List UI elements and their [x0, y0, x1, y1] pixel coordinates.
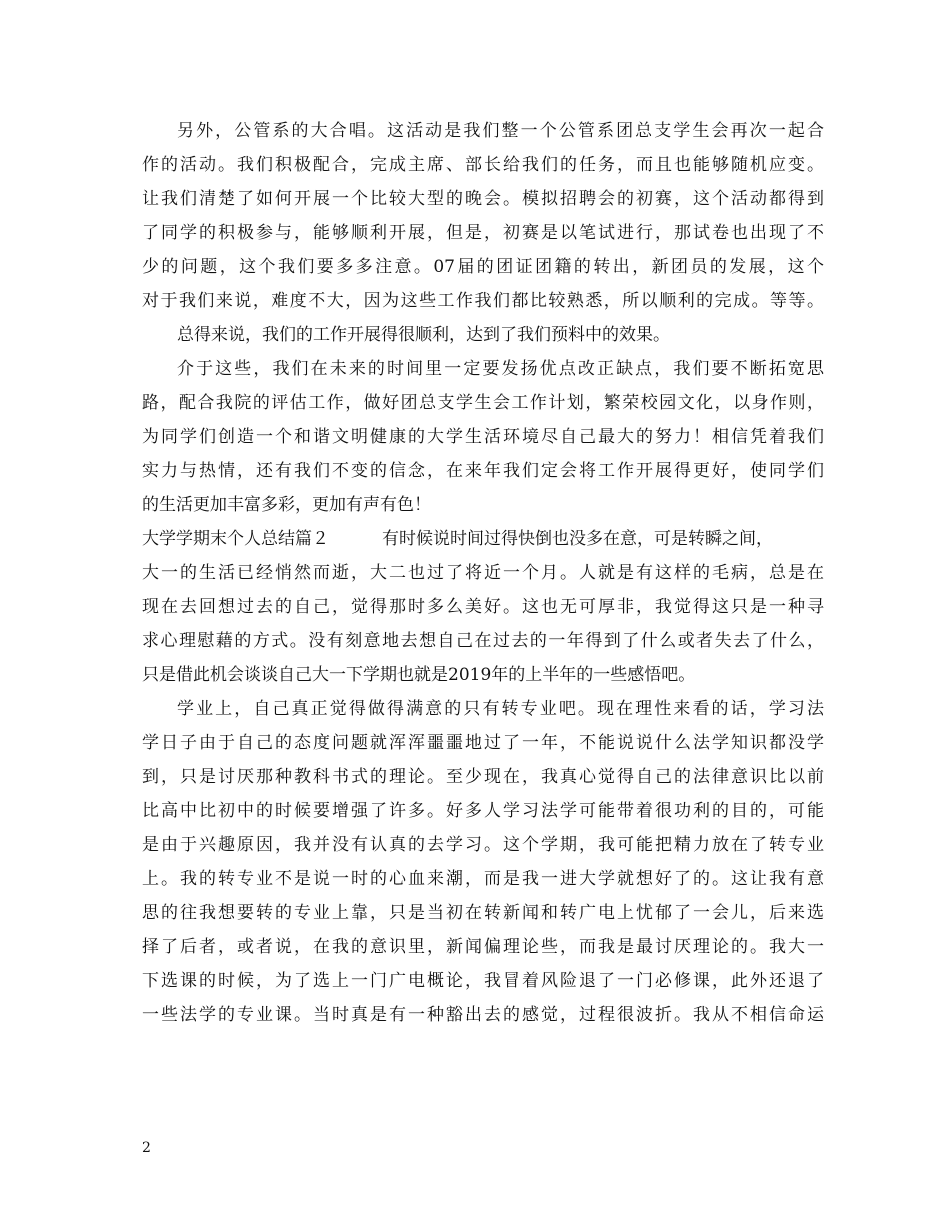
text-line: 让我们清楚了如何开展一个比较大型的晚会。模拟招聘会的初赛，这个活动都得到	[142, 189, 824, 209]
text-line: 现在去回想过去的自己，觉得那时多么美好。这也无可厚非，我觉得这只是一种寻	[142, 597, 824, 617]
text-line: 总得来说，我们的工作开展得很顺利，达到了我们预料中的效果。	[177, 325, 670, 345]
text-line: 实力与热情，还有我们不变的信念，在来年我们定会将工作开展得更好，使同学们	[142, 461, 824, 481]
paragraph-1	[142, 114, 824, 318]
text-line: 少的问题，这个我们要多多注意。07届的团证团籍的转出，新团员的发展，这个	[142, 257, 824, 277]
text-line: 上。我的转专业不是说一时的心血来潮，而是我一进大学就想好了的。这让我有意	[142, 869, 824, 889]
text-line: 求心理慰藉的方式。没有刻意地去想自己在过去的一年得到了什么或者失去了什么，	[142, 631, 824, 651]
text-line: 只是借此机会谈谈自己大一下学期也就是2019年的上半年的一些感悟吧。	[142, 665, 696, 685]
text-line: 路，配合我院的评估工作，做好团总支学生会工作计划，繁荣校园文化，以身作则，	[142, 393, 824, 413]
text-line: 大一的生活已经悄然而逝，大二也过了将近一个月。人就是有这样的毛病，总是在	[142, 563, 824, 583]
text-line: 作的活动。我们积极配合，完成主席、部长给我们的任务，而且也能够随机应变。	[142, 155, 824, 175]
section-heading: 大学学期末个人总结篇２	[142, 529, 329, 549]
text-line: 有时候说时间过得快倒也没多在意，可是转瞬之间，	[382, 529, 773, 549]
paragraph-2	[142, 318, 824, 352]
document-body	[142, 114, 824, 1032]
text-line: 了同学的积极参与，能够顺利开展，但是，初赛是以笔试进行，那试卷也出现了不	[142, 223, 824, 243]
text-line: 的生活更加丰富多彩，更加有声有色！	[142, 495, 431, 515]
text-line: 思的往我想要转的专业上靠，只是当初在转新闻和转广电上忧郁了一会儿，后来选	[142, 903, 824, 923]
text-line: 学日子由于自己的态度问题就浑浑噩噩地过了一年，不能说说什么法学知识都没学	[142, 733, 824, 753]
text-line: 择了后者，或者说，在我的意识里，新闻偏理论些，而我是最讨厌理论的。我大一	[142, 937, 824, 957]
page-number: 2	[142, 1140, 151, 1156]
text-line: 另外，公管系的大合唱。这活动是我们整一个公管系团总支学生会再次一起合	[177, 121, 824, 141]
text-line: 比高中比初中的时候要增强了许多。好多人学习法学可能带着很功利的目的，可能	[142, 801, 824, 821]
text-line: 到，只是讨厌那种教科书式的理论。至少现在，我真心觉得自己的法律意识比以前	[142, 767, 824, 787]
text-line: 为同学们创造一个和谐文明健康的大学生活环境尽自己最大的努力！相信凭着我们	[142, 427, 824, 447]
paragraph-3	[142, 352, 824, 522]
section-heading-line	[142, 522, 824, 556]
paragraph-final	[142, 692, 824, 1032]
text-line: 学业上，自己真正觉得做得满意的只有转专业吧。现在理性来看的话，学习法	[177, 699, 824, 719]
text-line: 下选课的时候，为了选上一门广电概论，我冒着风险退了一门必修课，此外还退了	[142, 971, 824, 991]
text-line: 介于这些，我们在未来的时间里一定要发扬优点改正缺点，我们要不断拓宽思	[177, 359, 824, 379]
text-line: 对于我们来说，难度不大，因为这些工作我们都比较熟悉，所以顺利的完成。等等。	[142, 291, 824, 311]
text-line: 是由于兴趣原因，我并没有认真的去学习。这个学期，我可能把精力放在了转专业	[142, 835, 824, 855]
section-paragraph	[142, 522, 824, 692]
text-line: 一些法学的专业课。当时真是有一种豁出去的感觉，过程很波折。我从不相信命运	[142, 1005, 824, 1025]
